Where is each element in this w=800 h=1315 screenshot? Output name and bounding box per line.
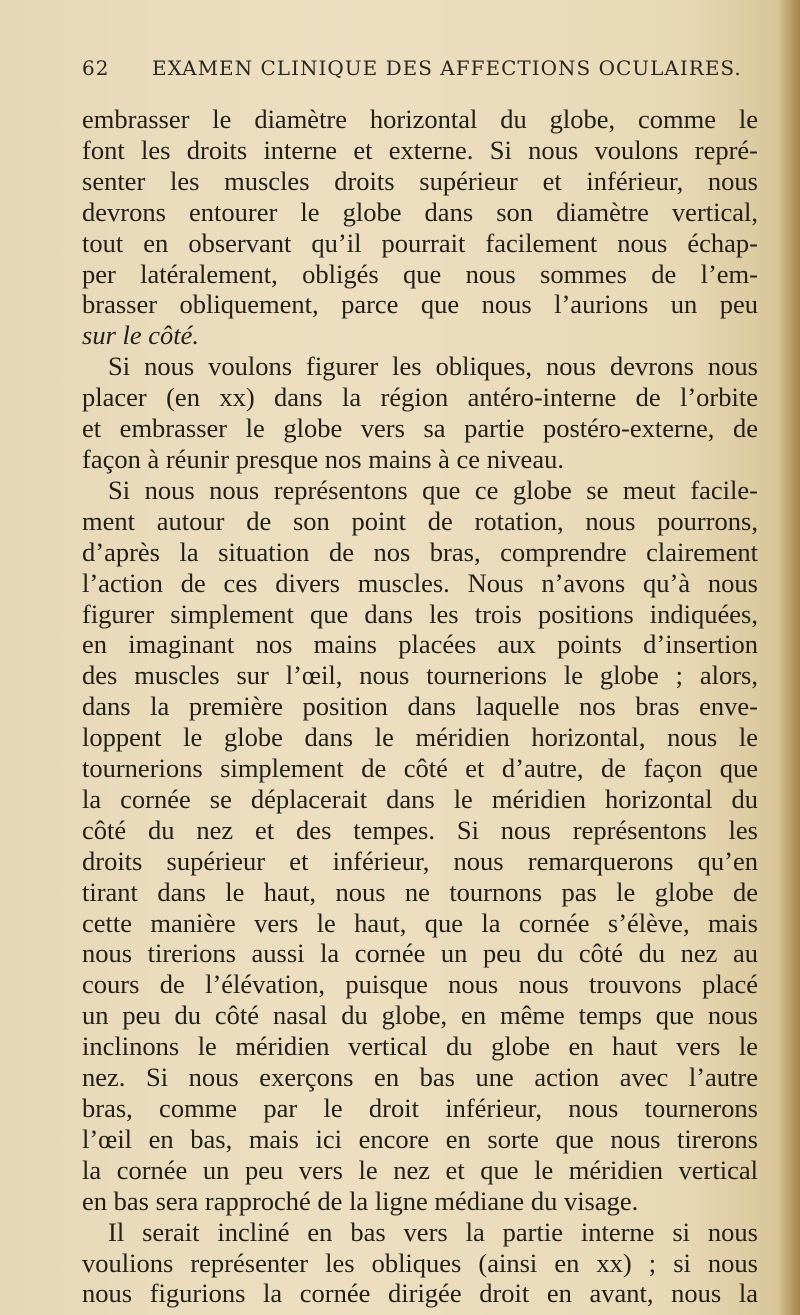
text-line: droits supérieur et inférieur, nous remarquerons qu’en [82, 845, 758, 876]
text-line: embrasser le diamètre horizontal du globe, comme le [82, 104, 758, 134]
text-line: en imaginant nos mains placées aux points d’insertion [82, 629, 758, 660]
text-line: l’action de ces divers muscles. Nous n’avons qu’à nous [82, 567, 758, 598]
text-line: sur le côté. [82, 320, 200, 351]
text-line: cette manière vers le haut, que la cornée s’élève, mais [82, 907, 758, 938]
text-line: l’œil en bas, mais ici encore en sorte que nous tirerons [82, 1123, 758, 1154]
text-line: tirant dans le haut, nous ne tournons pas le globe de [82, 876, 758, 907]
text-line: nous figurions la cornée dirigée droit en avant, nous la [82, 1278, 758, 1309]
text-line: nez. Si nous exerçons en bas une action avec l’autre [82, 1062, 758, 1093]
text-line: Si nous nous représentons que ce globe se meut facile- [108, 474, 758, 505]
text-line: côté du nez et des tempes. Si nous représentons les [82, 814, 758, 845]
text-line: nous tirerions aussi la cornée un peu du côté du nez au [82, 938, 758, 969]
running-title: EXAMEN CLINIQUE DES AFFECTIONS OCULAIRES. [152, 56, 742, 80]
text-line: devrons entourer le globe dans son diamètre vertical, [82, 196, 758, 227]
text-line: per latéralement, obligés que nous sommes de l’em- [82, 258, 758, 289]
text-line: bras, comme par le droit inférieur, nous tournerons [82, 1093, 758, 1123]
body-text [82, 104, 758, 1309]
text-line: brasser obliquement, parce que nous l’aurions un peu [82, 289, 758, 320]
page-number: 62 [82, 56, 110, 80]
text-line: figurer simplement que dans les trois positions indiquées, [82, 598, 758, 629]
text-line: senter les muscles droits supérieur et inférieur, nous [82, 165, 758, 196]
text-line: un peu du côté nasal du globe, en même temps que nous [82, 1000, 758, 1031]
text-line: dans la première position dans laquelle nos bras enve- [82, 691, 758, 722]
text-line: des muscles sur l’œil, nous tournerions le globe ; alors, [82, 660, 758, 691]
running-header [82, 56, 762, 80]
text-line: placer (en xx) dans la région antéro-interne de l’orbite [82, 382, 758, 413]
text-line: en bas sera rapproché de la ligne médiane du visage. [82, 1185, 639, 1216]
text-line: font les droits interne et externe. Si nous voulons repré- [82, 134, 758, 165]
text-line: et embrasser le globe vers sa partie postéro-externe, de [82, 413, 758, 444]
text-line: façon à réunir presque nos mains à ce niveau. [82, 443, 564, 474]
text-line: Si nous voulons figurer les obliques, nous devrons nous [108, 351, 758, 382]
text-line: cours de l’élévation, puisque nous nous trouvons placé [82, 969, 758, 1000]
text-line: la cornée un peu vers le nez et que le méridien vertical [82, 1154, 758, 1185]
text-line: tout en observant qu’il pourrait facilement nous échap- [82, 227, 758, 258]
text-line: voulions représenter les obliques (ainsi en xx) ; si nous [82, 1247, 758, 1278]
text-line: inclinons le méridien vertical du globe en haut vers le [82, 1031, 758, 1062]
text-line: ment autour de son point de rotation, nous pourrons, [82, 505, 758, 536]
text-line: loppent le globe dans le méridien horizontal, nous le [82, 722, 758, 753]
text-line: tournerions simplement de côté et d’autre, de façon que [82, 753, 758, 784]
text-line: Il serait incliné en bas vers la partie interne si nous [108, 1216, 758, 1247]
text-line: la cornée se déplacerait dans le méridien horizontal du [82, 783, 758, 814]
page-edge-shadow [778, 0, 800, 1315]
text-line: d’après la situation de nos bras, comprendre clairement [82, 536, 758, 567]
